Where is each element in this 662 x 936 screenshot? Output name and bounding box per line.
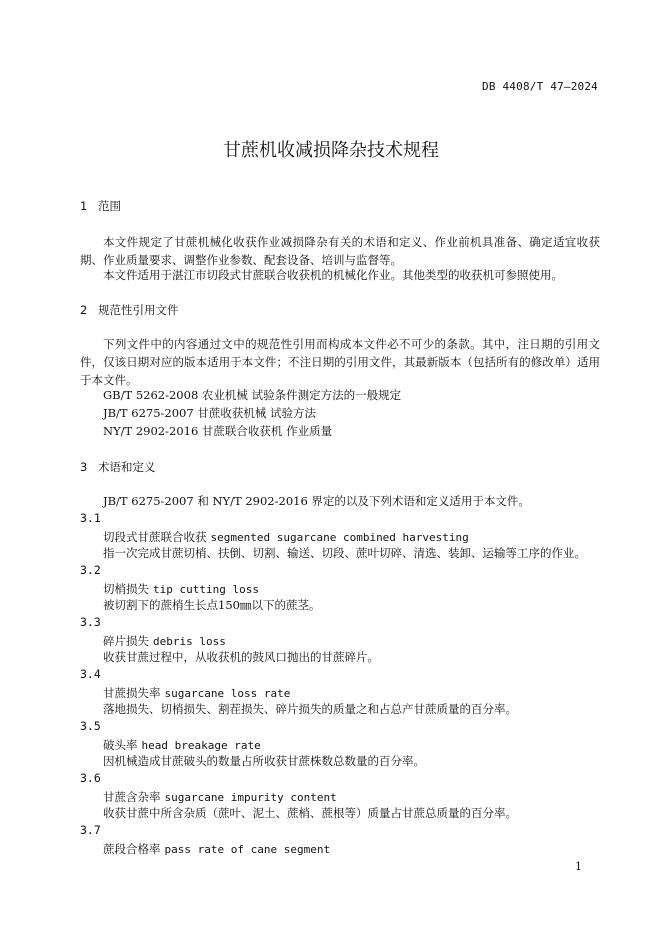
clause-number: 3.3 (80, 615, 101, 629)
reference-item: JB/T 6275-2007 甘蔗收获机械 试验方法 (103, 406, 316, 420)
term-heading (103, 633, 226, 649)
term-heading (103, 685, 290, 701)
scope-paragraph-1: 本文件规定了甘蔗机械化收获作业减损降杂有关的术语和定义、作业前机具准备、确定适宜收获期、作业质量要求、调整作业参数、配套设备、培训与监督等。 (80, 235, 600, 267)
clause-number: 3.4 (80, 667, 101, 681)
term-cn: 碎片损失 (103, 634, 149, 648)
term-heading (103, 529, 469, 545)
term-en: sugarcane loss rate (164, 687, 291, 700)
scope-paragraph-2: 本文件适用于湛江市切段式甘蔗联合收获机的机械化作业。其他类型的收获机可参照使用。 (103, 268, 563, 282)
term-definition: 因机械造成甘蔗破头的数量占所收获甘蔗株数总数量的百分率。 (103, 754, 425, 768)
section-number: 1 (80, 199, 88, 213)
term-en: head breakage rate (141, 739, 261, 752)
term-definition: 被切割下的蔗梢生长点150㎜以下的蔗茎。 (103, 598, 321, 612)
section-title: 规范性引用文件 (98, 303, 179, 317)
clause-number: 3.1 (80, 511, 101, 525)
clause-number: 3.2 (80, 563, 101, 577)
term-heading (103, 789, 337, 805)
term-cn: 蔗段合格率 (103, 842, 161, 856)
term-definition: 收获甘蔗中所含杂质（蔗叶、泥土、蔗梢、蔗根等）质量占甘蔗总质量的百分率。 (103, 806, 517, 820)
section-number: 2 (80, 303, 88, 317)
term-cn: 切梢损失 (103, 582, 149, 596)
section-heading-3 (80, 459, 156, 475)
section-title: 术语和定义 (98, 460, 156, 474)
document-code: DB 4408/T 47—2024 (482, 80, 598, 93)
term-heading (103, 841, 330, 857)
clause-number: 3.5 (80, 719, 101, 733)
section-heading-2 (80, 302, 179, 318)
term-en: debris loss (153, 635, 226, 648)
term-cn: 切段式甘蔗联合收获 (103, 530, 207, 544)
term-cn: 甘蔗损失率 (103, 686, 161, 700)
reference-item: NY/T 2902-2016 甘蔗联合收获机 作业质量 (103, 424, 333, 438)
section-title: 范围 (98, 199, 121, 213)
page-title: 甘蔗机收减损降杂技术规程 (223, 140, 439, 161)
term-cn: 破头率 (103, 738, 138, 752)
page-number: 1 (575, 860, 582, 873)
references-intro: 下列文件中的内容通过文中的规范性引用而构成本文件必不可少的条款。其中，注日期的引用文件，仅该日期对应的版本适用于本文件；不注日期的引用文件，其最新版本（包括所有的修改单）适用于本文件。 (80, 337, 600, 387)
term-definition: 指一次完成甘蔗切梢、扶倒、切割、输送、切段、蔗叶切碎、清选、装卸、运输等工序的作业。 (103, 546, 586, 560)
clause-number: 3.6 (80, 771, 101, 785)
reference-item: GB/T 5262-2008 农业机械 试验条件测定方法的一般规定 (103, 388, 402, 402)
clause-number: 3.7 (80, 823, 101, 837)
term-definition: 收获甘蔗过程中，从收获机的鼓风口抛出的甘蔗碎片。 (103, 650, 379, 664)
section-heading-1 (80, 198, 121, 214)
terms-intro: JB/T 6275-2007 和 NY/T 2902-2016 界定的以及下列术语和定义适用于本文件。 (103, 494, 530, 508)
term-en: sugarcane impurity content (164, 791, 337, 804)
term-en: segmented sugarcane combined harvesting (210, 531, 469, 544)
term-definition: 落地损失、切梢损失、割茬损失、碎片损失的质量之和占总产甘蔗质量的百分率。 (103, 702, 517, 716)
term-en: pass rate of cane segment (164, 843, 331, 856)
term-heading (103, 737, 261, 753)
section-number: 3 (80, 460, 88, 474)
term-en: tip cutting loss (153, 583, 259, 596)
term-cn: 甘蔗含杂率 (103, 790, 161, 804)
term-heading (103, 581, 259, 597)
